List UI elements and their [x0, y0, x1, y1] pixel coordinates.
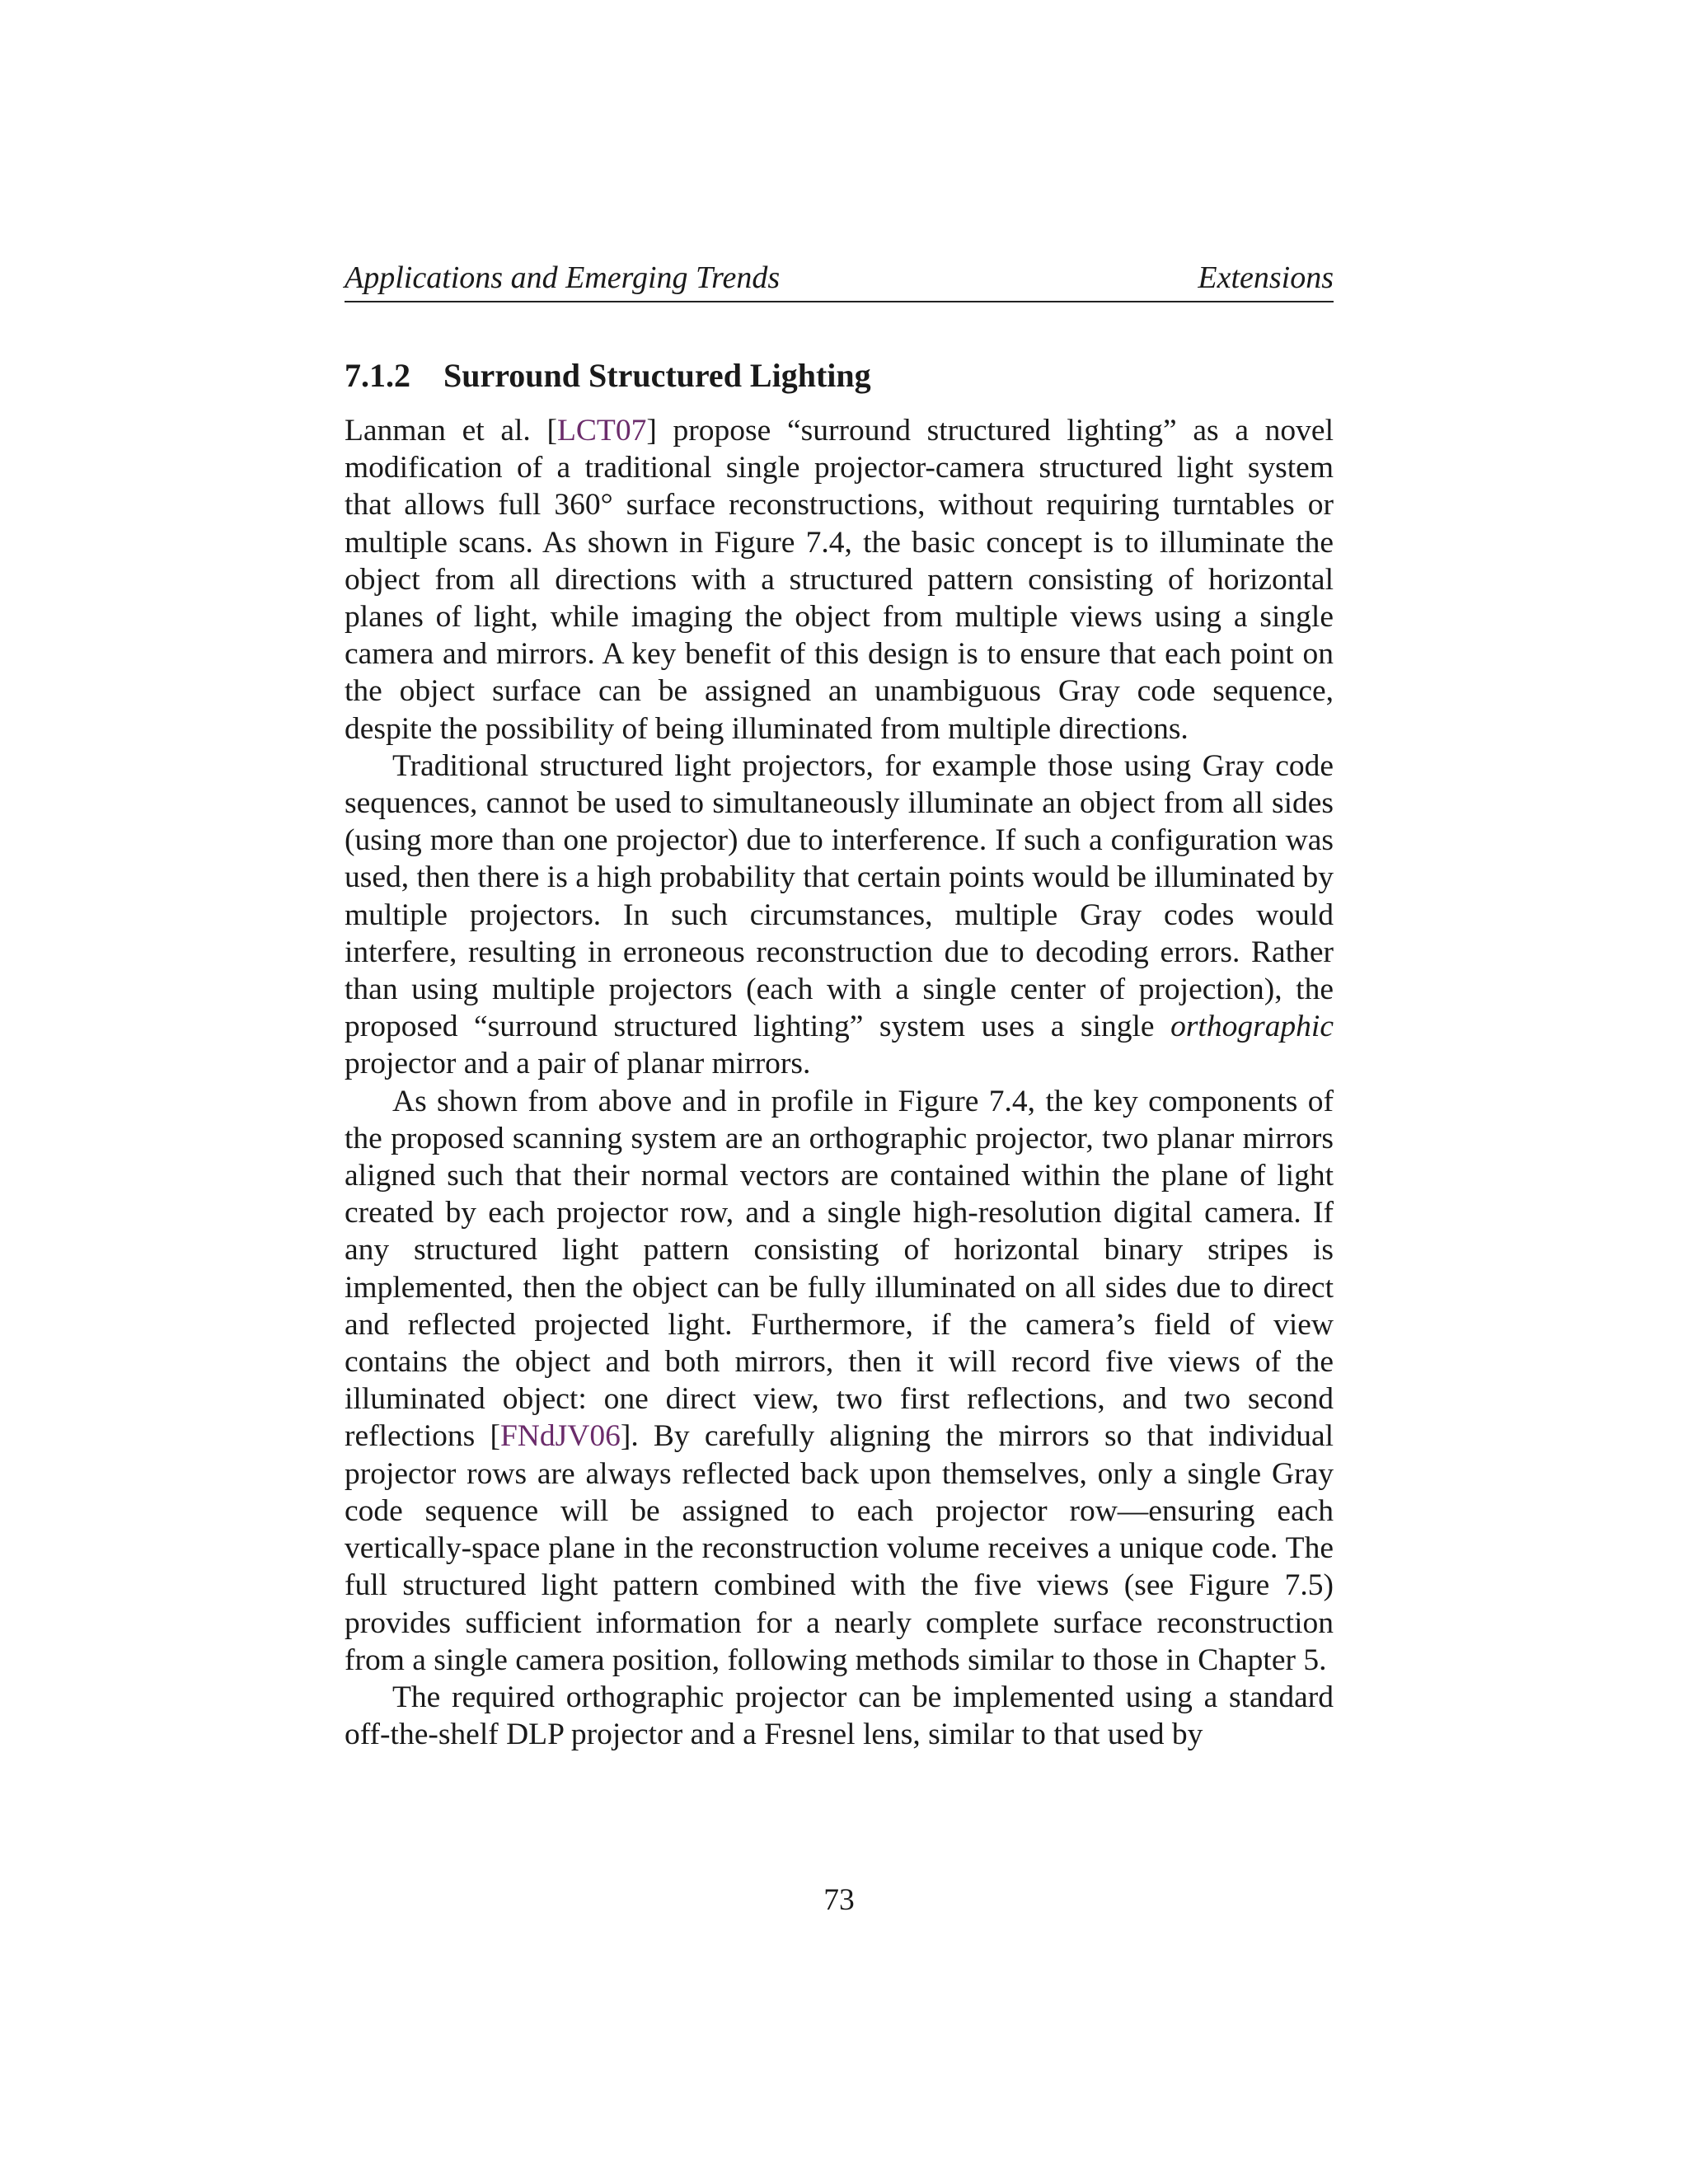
emphasis-text: orthographic [1170, 1010, 1334, 1044]
page-number: 73 [823, 1883, 855, 1917]
paragraph-1 [345, 412, 1334, 748]
paragraph-2 [345, 748, 1334, 1083]
paragraph-text: As shown from above and in profile in Figure 7.4, the key components of the proposed scanning system are an orthographic projector, two planar mirrors aligned such that their normal vectors are contained within the plane of light created by each projector row, and a single high-resolution digital camera. If any structured light pattern consisting of horizontal binary stripes is implemented, then the object can be fully illuminated on all sides due to direct and reflected projected light. Furthermore, if the camera’s field of view contains the object and both mirrors, then it will record five views of the illuminated object: one direct view, two first reflections, and two second reflections [ [345, 1084, 1334, 1454]
section-number: 7.1.2 [345, 357, 410, 394]
paragraph-text: projector and a pair of planar mirrors. [345, 1047, 811, 1081]
citation-link[interactable]: LCT07 [557, 414, 647, 448]
body-text [345, 412, 1334, 1753]
running-header-chapter: Applications and Emerging Trends [345, 260, 781, 295]
section-heading [345, 354, 1334, 397]
paragraph-text: The required orthographic projector can be implemented using a standard off-the-shelf DLP projector and a Fresnel lens, similar to that used by [345, 1680, 1334, 1752]
citation-link[interactable]: FNdJV06 [499, 1419, 621, 1454]
paragraph-text: ]. By carefully aligning the mirrors so that individual projector rows are always reflected back upon themselves, only a single Gray code sequence will be assigned to each projector row—ensuring each vertically-space plane in the reconstruction volume receives a unique code. The full structured light pattern combined with the five views (see Figure 7.5) provides sufficient information for a nearly complete surface reconstruction from a single camera position, following methods similar to those in Chapter 5. [345, 1419, 1334, 1677]
paragraph-text: ] propose “surround structured lighting” as a novel modification of a traditional single projector-camera structured light system that allows full 360° surface reconstructions, without requiring turntables or multiple scans. As shown in Figure 7.4, the basic concept is to illuminate the object from all directions with a structured pattern consisting of horizontal planes of light, while imaging the object from multiple views using a single camera and mirrors. A key benefit of this design is to ensure that each point on the object surface can be assigned an unambiguous Gray code sequence, despite the possibility of being illuminated from multiple directions. [345, 414, 1334, 746]
paragraph-text: Lanman et al. [ [345, 414, 558, 448]
paragraph-3 [345, 1083, 1334, 1679]
section-title: Surround Structured Lighting [443, 357, 871, 394]
paragraph-text: Traditional structured light projectors, for example those using Gray code sequences, cannot be used to simultaneously illuminate an object from all sides (using more than one projector) due to interference. If such a configuration was used, then there is a high probability that certain points would be illuminated by multiple projectors. In such circumstances, multiple Gray codes would interfere, resulting in erroneous reconstruction due to decoding errors. Rather than using multiple projectors (each with a single center of projection), the proposed “surround structured lighting” system uses a single [345, 748, 1334, 1044]
running-header [345, 258, 1334, 302]
paragraph-4 [345, 1679, 1334, 1753]
running-header-section: Extensions [1198, 260, 1334, 295]
